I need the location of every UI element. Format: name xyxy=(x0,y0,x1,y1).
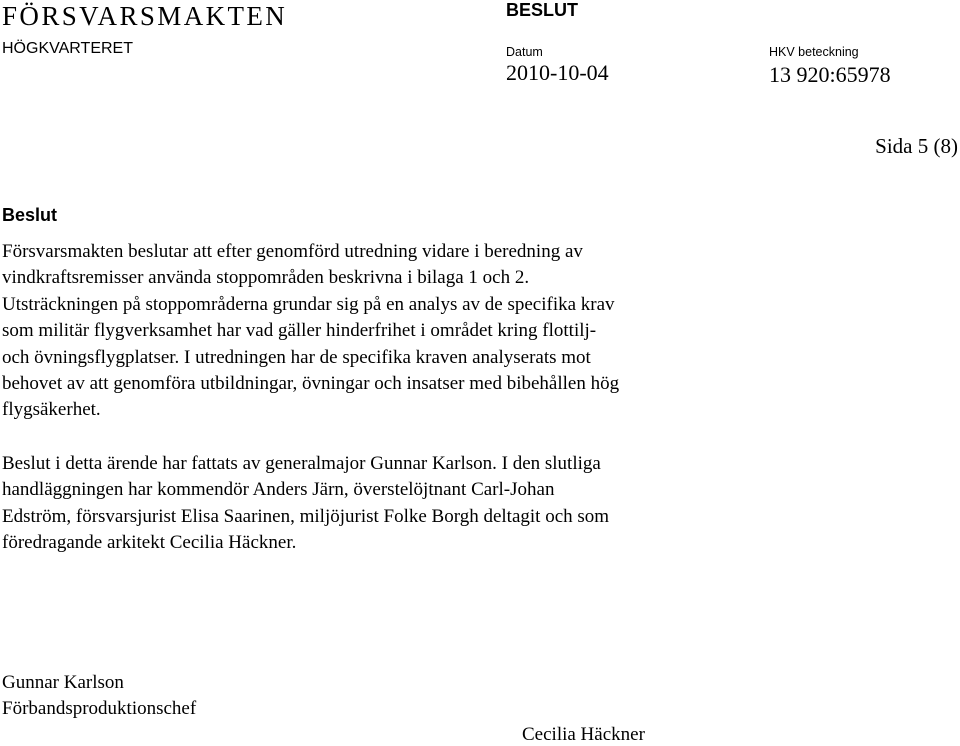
paragraph-line: Beslut i detta ärende har fattats av generalmajor Gunnar Karlson. I den slutliga xyxy=(2,453,601,474)
date-value: 2010-10-04 xyxy=(506,60,609,85)
reference-label: HKV beteckning xyxy=(769,45,859,59)
presenter-name: Cecilia Häckner xyxy=(522,724,645,745)
decision-paragraph xyxy=(2,239,619,424)
paragraph-line: Edström, försvarsjurist Elisa Saarinen, miljöjurist Folke Borgh deltagit och som xyxy=(2,505,610,527)
paragraph-line: vindkraftsremisser använda stoppområden beskrivna i bilaga 1 och 2. xyxy=(2,267,530,289)
paragraph-line: Utsträckningen på stoppområderna grundar sig på en analys av de specifika krav xyxy=(2,293,615,315)
paragraph-line: handläggningen har kommendör Anders Järn, överstelöjtnant Carl-Johan xyxy=(2,479,555,501)
section-heading: Beslut xyxy=(2,205,58,225)
date-label: Datum xyxy=(506,45,543,59)
decision-makers-paragraph xyxy=(2,451,609,557)
signer-name: Gunnar Karlson xyxy=(2,672,124,693)
page-number: Sida 5 (8) xyxy=(875,134,958,158)
organization-name: FÖRSVARSMAKTEN xyxy=(2,1,288,31)
paragraph-line: som militär flygverksamhet har vad gäller hinderfrihet i området kring flottilj- xyxy=(2,320,597,342)
paragraph-line: Försvarsmakten beslutar att efter genomförd utredning vidare i beredning av xyxy=(2,241,583,262)
document-type: BESLUT xyxy=(506,0,578,20)
signer-title: Förbandsproduktionschef xyxy=(2,698,197,719)
paragraph-line: flygsäkerhet. xyxy=(2,399,101,421)
paragraph-line: föredragande arkitekt Cecilia Häckner. xyxy=(2,532,297,554)
unit-name: HÖGKVARTERET xyxy=(2,40,133,57)
paragraph-line: behovet av att genomföra utbildningar, övningar och insatser med bibehållen hög xyxy=(2,373,620,395)
paragraph-line: och övningsflygplatser. I utredningen har de specifika kraven analyserats mot xyxy=(2,346,591,368)
reference-value: 13 920:65978 xyxy=(769,62,891,87)
